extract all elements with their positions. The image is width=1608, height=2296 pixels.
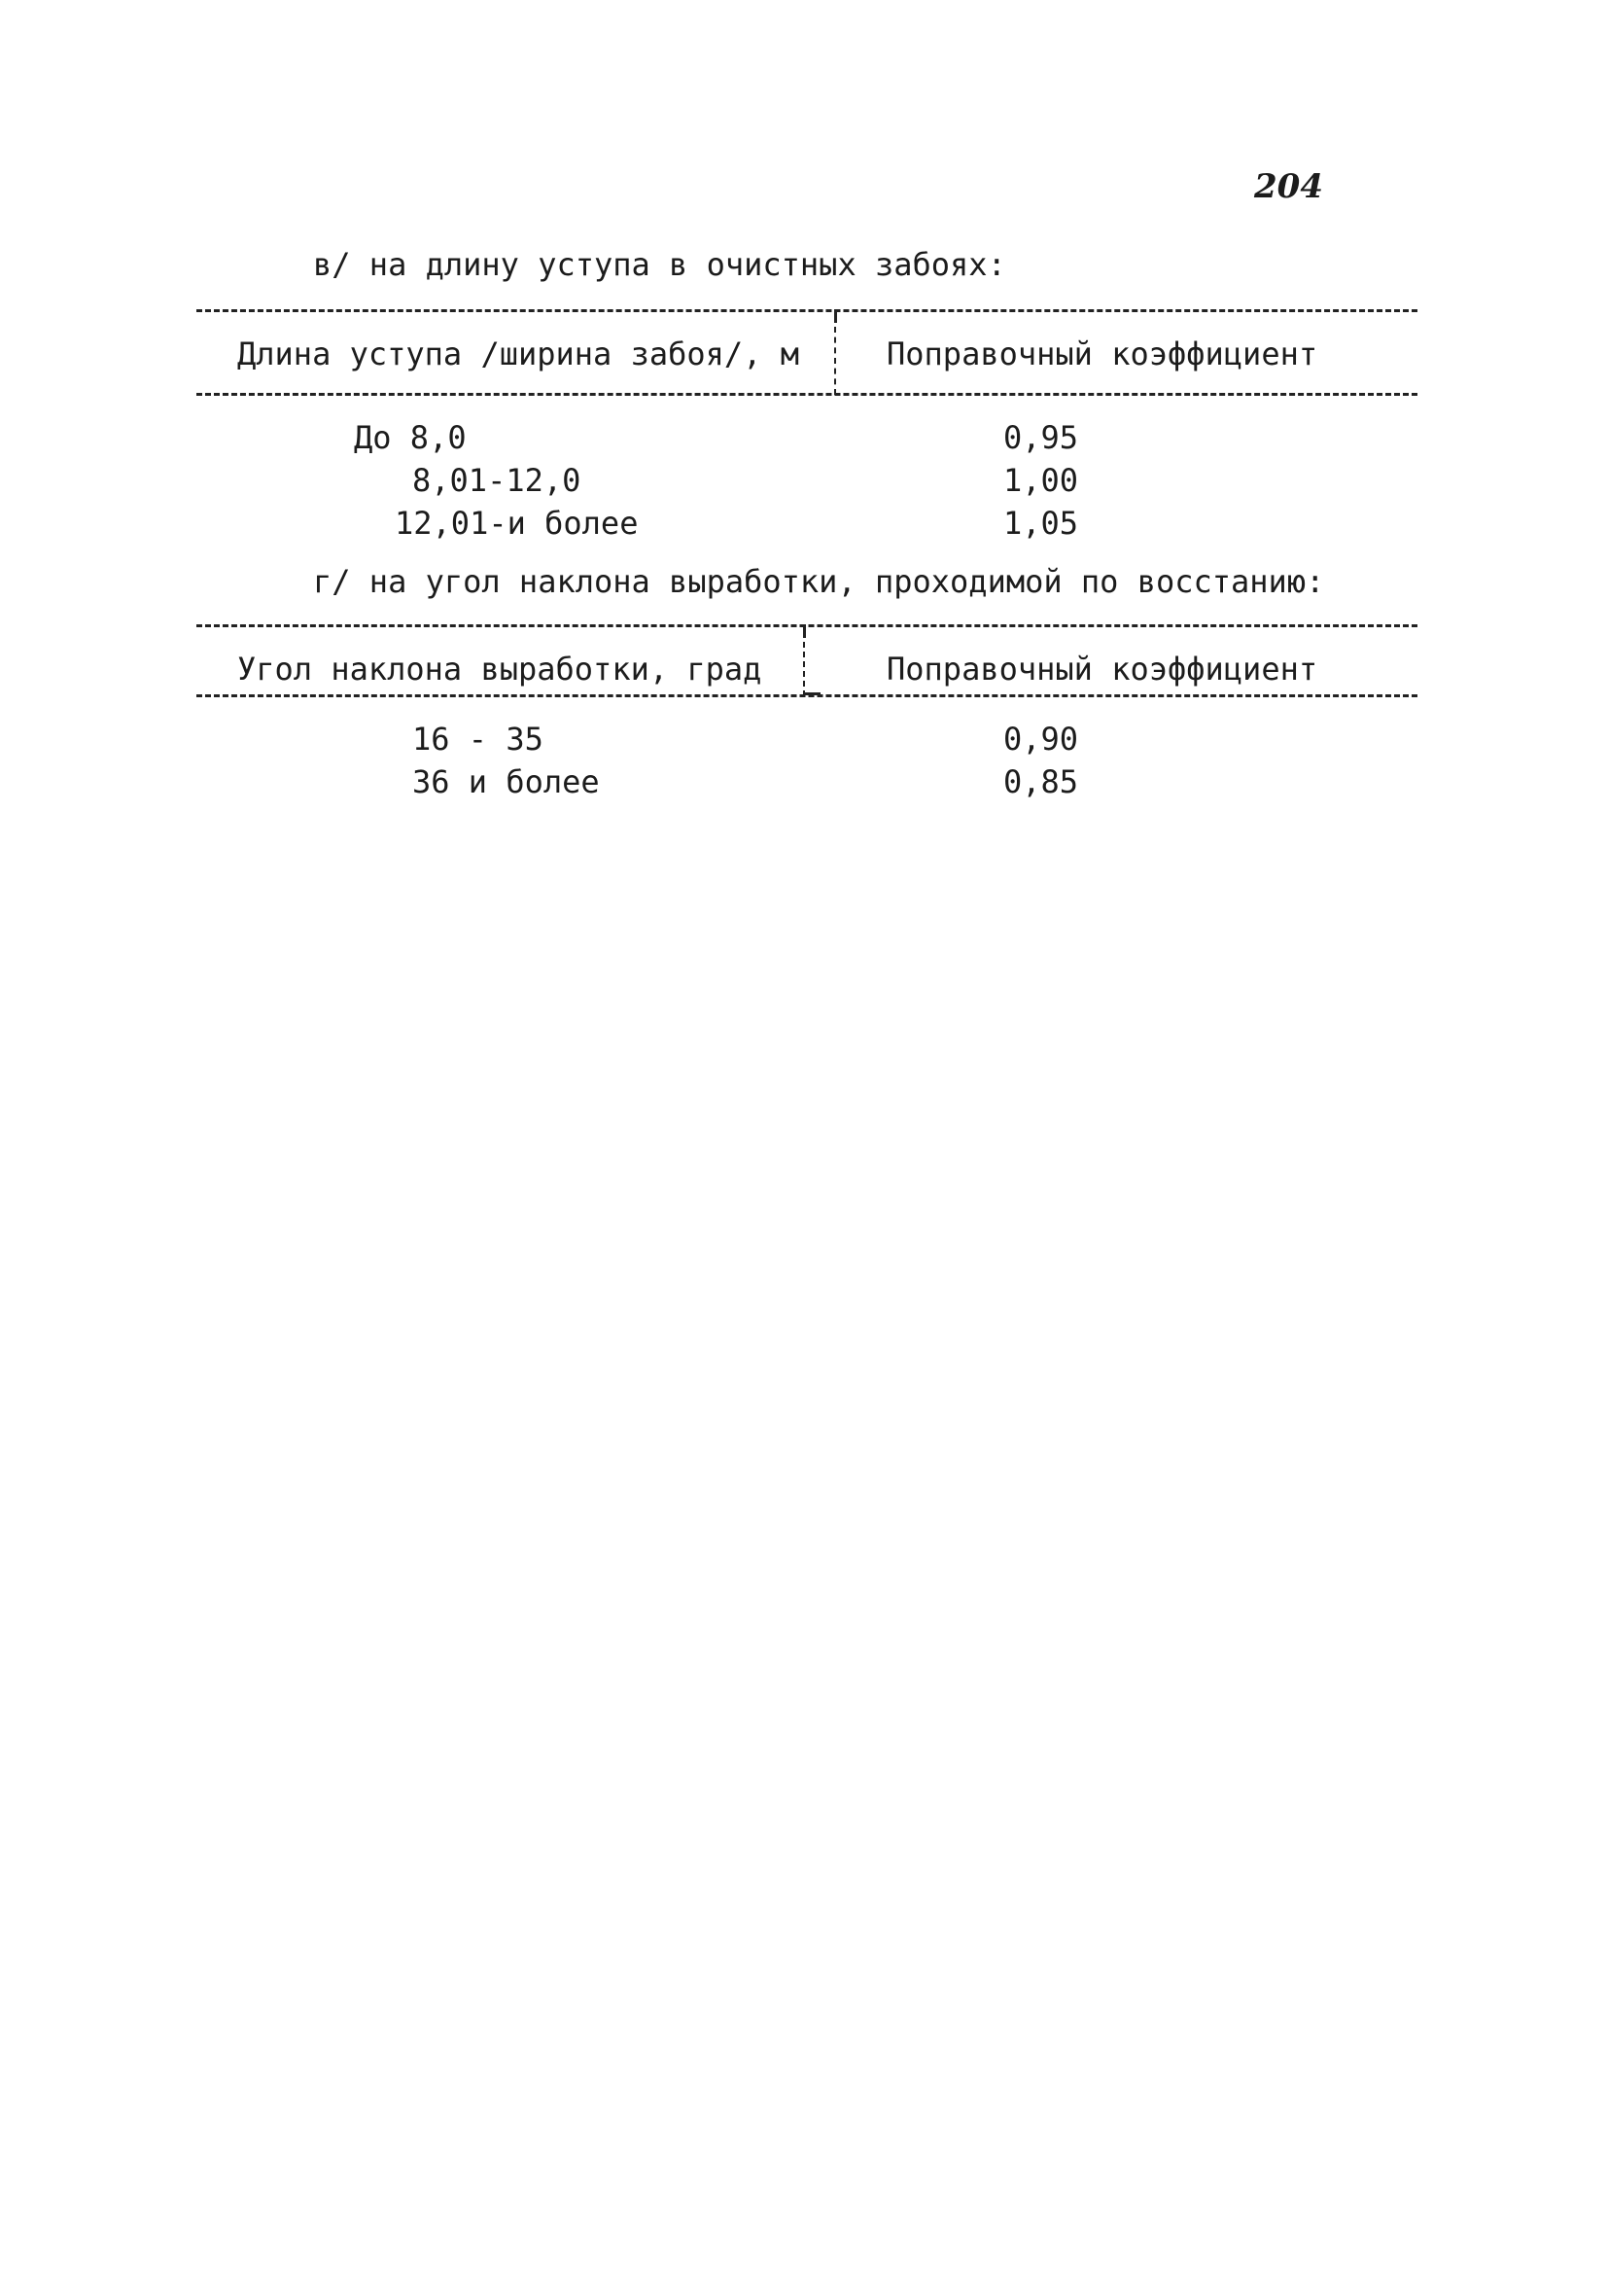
table-v-row-label: 8,01-12,0 [412,462,581,499]
table-g-header-left: Угол наклона выработки, град [237,651,762,688]
table-v-row-value: 1,00 [1003,462,1079,499]
table-g-top-rule [196,624,1417,627]
table-v-header-right: Поправочный коэффициент [887,336,1318,372]
table-v-row-label: 12,01-и более [395,505,639,542]
table-g-row-label: 36 и более [412,763,600,800]
table-g-header-right: Поправочный коэффициент [887,651,1318,688]
table-g-header-rule [196,694,1417,697]
page-number: 204 [1254,167,1323,206]
table-g-row-value: 0,90 [1003,721,1079,758]
table-g-divider [803,642,805,696]
section-v-heading: в/ на длину уступа в очистных забоях: [313,246,1006,283]
table-g-row-label: 16 - 35 [412,721,543,758]
table-v-row-value: 1,05 [1003,505,1079,542]
table-v-divider-tick [834,309,837,323]
section-g-heading: г/ на угол наклона выработки, проходимой по восстанию: [313,563,1325,600]
table-g-row-value: 0,85 [1003,763,1079,800]
table-v-header-left: Длина уступа /ширина забоя/, м [237,336,799,372]
table-v-divider [834,327,836,395]
table-v-top-rule [196,309,1417,312]
table-v-row-label: До 8,0 [354,419,467,456]
table-v-header-rule [196,393,1417,396]
table-g-divider-tick [803,624,806,638]
table-v-row-value: 0,95 [1003,419,1079,456]
